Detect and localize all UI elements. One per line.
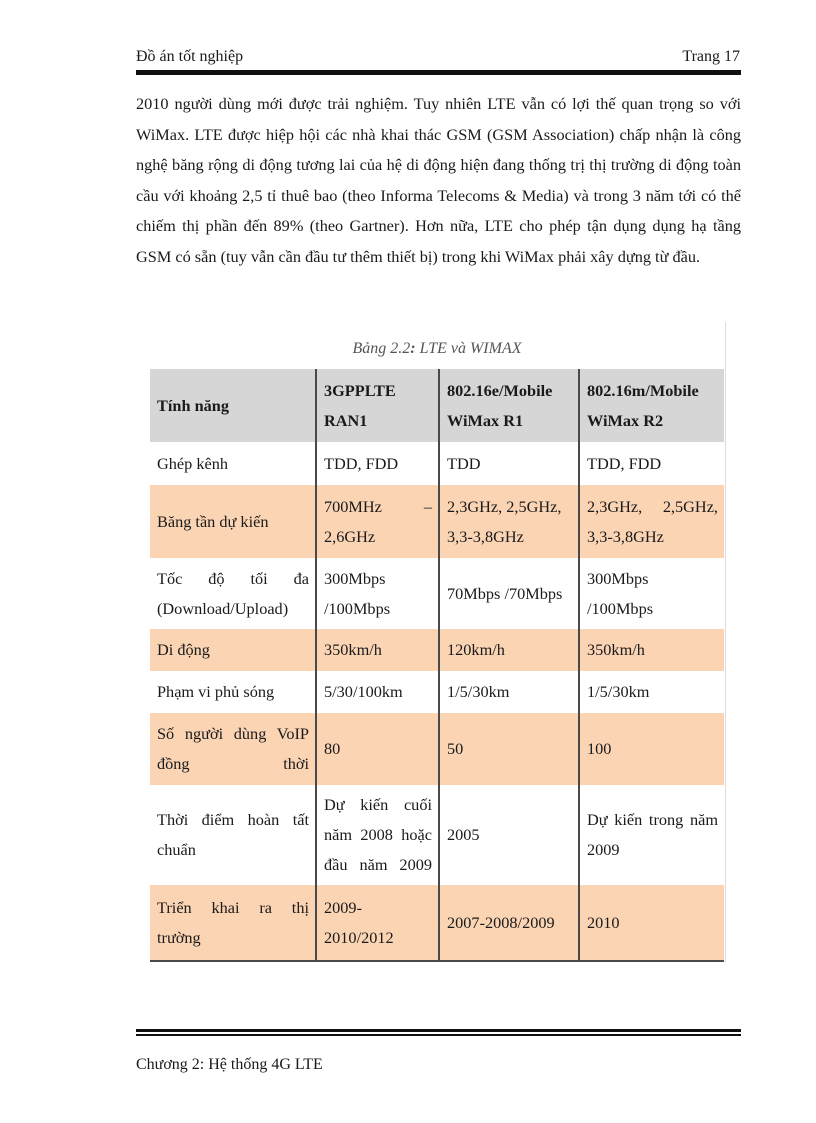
table-cell: 5/30/100km	[316, 671, 439, 713]
table-cell: Ghép kênh	[150, 442, 316, 485]
table-cell: Dự kiến trong năm 2009	[579, 785, 724, 885]
table-cell: 2,3GHz, 2,5GHz, 3,3-3,8GHz	[579, 485, 724, 558]
table-row	[150, 442, 724, 485]
table-header-row	[150, 369, 724, 442]
caption-separator: :	[410, 340, 416, 357]
table-cell: 1/5/30km	[439, 671, 579, 713]
body-paragraph: 2010 người dùng mới được trải nghiệm. Tuy nhiên LTE vẫn có lợi thế quan trọng so với WiMax. LTE được hiệp hội các nhà khai thác GSM (GSM Association) chấp nhận là công nghệ băng rộng di động tương lai của hệ di động hiện đang thống trị thị trường di động toàn cầu với khoảng 2,5 tỉ thuê bao (theo Informa Telecoms & Media) và trong 3 năm tới có thể chiếm thị phần đến 89% (theo Gartner). Hơn nữa, LTE cho phép tận dụng dụng hạ tầng GSM có sẵn (tuy vẫn cần đầu tư thêm thiết bị) trong khi WiMax phải xây dựng từ đầu.	[136, 94, 741, 266]
table-cell: 70Mbps /70Mbps	[439, 558, 579, 629]
table-cell: 350km/h	[316, 629, 439, 671]
table-cell: 2010	[579, 885, 724, 961]
table-cell: 1/5/30km	[579, 671, 724, 713]
margin-guide	[725, 322, 726, 962]
table-row	[150, 558, 724, 629]
table-cell: 50	[439, 713, 579, 785]
table-cell: 700MHz – 2,6GHz	[316, 485, 439, 558]
table-cell: 120km/h	[439, 629, 579, 671]
document-title: Đồ án tốt nghiệp	[136, 48, 244, 65]
footer-rule	[136, 1029, 741, 1032]
comparison-table	[150, 369, 724, 962]
header-rule	[136, 70, 741, 75]
table-row	[150, 785, 724, 885]
table-cell: 2007-2008/2009	[439, 885, 579, 961]
table-cell: 2009- 2010/2012	[316, 885, 439, 961]
table-cell: Triển khai ra thị trường	[150, 885, 316, 961]
table-cell: TDD, FDD	[316, 442, 439, 485]
header-cell-lte: 3GPPLTE RAN1	[316, 369, 439, 442]
table-cell: Thời điểm hoàn tất chuẩn	[150, 785, 316, 885]
table-row	[150, 671, 724, 713]
table-row	[150, 485, 724, 558]
table-cell: 2005	[439, 785, 579, 885]
table-cell: 300Mbps /100Mbps	[316, 558, 439, 629]
table-cell: Phạm vi phủ sóng	[150, 671, 316, 713]
table-row	[150, 885, 724, 961]
table-cell: 300Mbps /100Mbps	[579, 558, 724, 629]
table-cell: Tốc độ tối đa (Download/Upload)	[150, 558, 316, 629]
footer-rule	[136, 1034, 741, 1036]
table-cell: TDD	[439, 442, 579, 485]
page-number: Trang 17	[682, 48, 740, 65]
table-cell: Băng tần dự kiến	[150, 485, 316, 558]
table-row	[150, 713, 724, 785]
table-caption	[150, 340, 724, 358]
table-cell: Dự kiến cuối năm 2008 hoặc đầu năm 2009	[316, 785, 439, 885]
table-cell: 2,3GHz, 2,5GHz, 3,3-3,8GHz	[439, 485, 579, 558]
caption-text: LTE và WIMAX	[415, 340, 522, 357]
header-cell-feature: Tính năng	[150, 369, 316, 442]
table-cell: Số người dùng VoIP đồng thời	[150, 713, 316, 785]
header-cell-wimax-r2: 802.16m/Mobile WiMax R2	[579, 369, 724, 442]
table-cell: TDD, FDD	[579, 442, 724, 485]
header-cell-wimax-r1: 802.16e/Mobile WiMax R1	[439, 369, 579, 442]
caption-prefix: Bảng 2.2	[352, 340, 411, 357]
table-cell: 80	[316, 713, 439, 785]
table-cell: 100	[579, 713, 724, 785]
table-cell: 350km/h	[579, 629, 724, 671]
table-row	[150, 629, 724, 671]
table-cell: Di động	[150, 629, 316, 671]
page-header	[136, 48, 740, 70]
chapter-footer: Chương 2: Hệ thống 4G LTE	[136, 1056, 323, 1073]
